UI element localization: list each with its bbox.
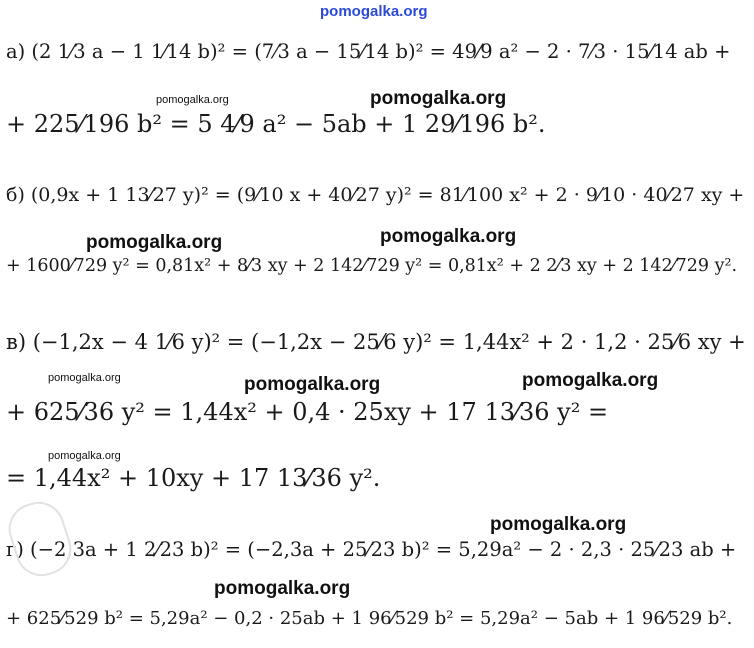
solution-v-line-1: в) (−1,2x − 4 1⁄6 y)² = (−1,2x − 25⁄6 y)² = 1,44x² + 2 · 1,2 · 25⁄6 xy + [6, 330, 746, 354]
solution-a-line-2: + 225⁄196 b² = 5 4⁄9 a² − 5ab + 1 29⁄196 b². [6, 110, 546, 138]
watermark-top: pomogalka.org [320, 3, 428, 20]
watermark-3: pomogalka.org [86, 232, 223, 253]
faded-stamp-icon [2, 495, 78, 583]
watermark-8: pomogalka.org [48, 450, 121, 462]
solution-v-line-2: + 625⁄36 y² = 1,44x² + 0,4 · 25xy + 17 13⁄36 y² = [6, 398, 609, 426]
watermark-10: pomogalka.org [214, 578, 351, 599]
solution-g-line-2: + 625⁄529 b² = 5,29a² − 0,2 · 25ab + 1 96⁄529 b² = 5,29a² − 5ab + 1 96⁄529 b². [6, 608, 733, 629]
watermark-1: pomogalka.org [370, 88, 507, 109]
solution-g-line-1: г) (−2,3a + 1 2⁄23 b)² = (−2,3a + 25⁄23 b)² = 5,29a² − 2 · 2,3 · 25⁄23 ab + [6, 538, 737, 561]
watermark-5: pomogalka.org [48, 372, 121, 384]
watermark-6: pomogalka.org [244, 374, 381, 395]
watermark-9: pomogalka.org [490, 514, 627, 535]
solution-v-line-3: = 1,44x² + 10xy + 17 13⁄36 y². [6, 464, 381, 492]
solution-b-line-2: + 1600⁄729 y² = 0,81x² + 8⁄3 xy + 2 142⁄729 y² = 0,81x² + 2 2⁄3 xy + 2 142⁄729 y². [6, 256, 738, 276]
watermark-2: pomogalka.org [156, 94, 229, 106]
watermark-4: pomogalka.org [380, 226, 517, 247]
watermark-7: pomogalka.org [522, 370, 659, 391]
solution-b-line-1: б) (0,9x + 1 13⁄27 y)² = (9⁄10 x + 40⁄27 y)² = 81⁄100 x² + 2 · 9⁄10 · 40⁄27 xy + [6, 184, 745, 206]
solution-a-line-1: а) (2 1⁄3 a − 1 1⁄14 b)² = (7⁄3 a − 15⁄14 b)² = 49⁄9 a² − 2 · 7⁄3 · 15⁄14 ab + [6, 40, 731, 63]
